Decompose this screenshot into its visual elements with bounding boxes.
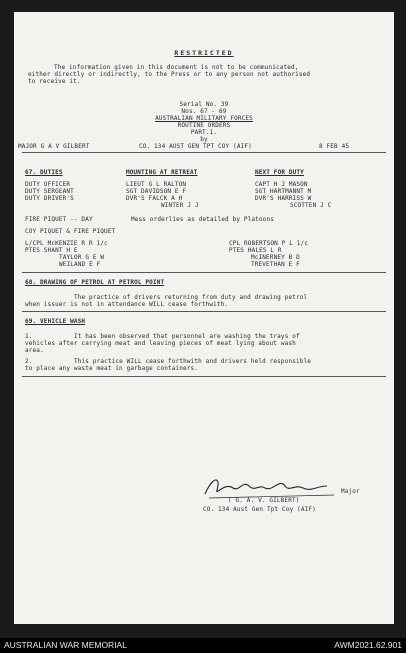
divider (22, 272, 386, 273)
duty-label: DUTY DRIVER'S (25, 195, 74, 202)
section-69-para-2-line: This practice WILL cease forthwith and drivers held responsible (74, 358, 312, 365)
next-duty-column-header: NEXT FOR DUTY (255, 169, 304, 176)
mounting-column-header: MOUNTING AT RETREAT (126, 169, 198, 176)
piquet-member: McINERNEY B D (251, 254, 300, 261)
section-68-line-2: when issuer is not in attendance WILL cease forthwith. (25, 301, 229, 308)
caveat-line-1: The information given in this document is not to be communicated, (54, 64, 299, 71)
piquet-member: WEILAND E F (59, 261, 101, 268)
orders-title: ROUTINE ORDERS (177, 122, 231, 129)
piquet-member: TAYLOR G E W (59, 254, 105, 261)
caveat-line-2: either directly or indirectly, to the Press or to any person not authorised (28, 71, 311, 78)
part-label: PART.1. (190, 129, 218, 136)
divider (22, 311, 386, 312)
signatory-name: ( G. A. V. GILBERT) (228, 497, 300, 504)
divider (22, 152, 386, 153)
mess-orderlies-note: Mess orderlies as detailed by Platoons (131, 216, 274, 223)
section-68-line-1: The practice of drivers returning from duty and drawing petrol (74, 294, 308, 301)
signatory-unit: CO. 134 Aust Gen Tpt Coy (AIF) (203, 506, 316, 513)
document-page (14, 12, 394, 624)
paragraph-number: 2. (25, 358, 33, 365)
section-69-para-1-line: vehicles after carrying meat and leaving pieces of meat lying about wash (25, 340, 296, 347)
archive-name: AUSTRALIAN WAR MEMORIAL (4, 640, 127, 650)
mounting-entry: LIEUT G L RALTON (126, 181, 187, 188)
next-duty-entry: CAPT H J MASON (255, 181, 308, 188)
next-duty-entry: DVR'S HARRISS W (255, 195, 312, 202)
next-duty-entry: SCOTTEN J C (290, 202, 332, 209)
mounting-entry: SGT DAVIDSON E F (126, 188, 187, 195)
section-69-para-2-line: to place any waste meat in garbage containers. (25, 365, 199, 372)
duty-label: DUTY OFFICER (25, 181, 71, 188)
archive-reference: AWM2021.62.901 (334, 640, 402, 650)
caveat-line-3: to receive it. (28, 78, 81, 85)
section-69-para-1-line: It has been observed that personnel are washing the trays of (74, 333, 300, 340)
section-67-heading: 67. DUTIES (25, 169, 63, 176)
mounting-entry: WINTER J J (161, 202, 199, 209)
divider (22, 376, 386, 377)
force-name: AUSTRALIAN MILITARY FORCES (155, 115, 253, 122)
next-duty-entry: SGT HARTMANNT M (255, 188, 312, 195)
piquet-member: CPL ROBERTSON P L 1/c (229, 240, 309, 247)
section-69-heading: 69. VEHICLE WASH (25, 318, 86, 325)
piquet-member: PTES SHANT H E (25, 247, 78, 254)
serial-number: Serial No. 39 (179, 101, 229, 108)
classification-heading: RESTRICTED (174, 49, 234, 57)
piquet-member: TREVETHAN E F (251, 261, 300, 268)
piquet-member: L/CPL McKENZIE R R 1/c (25, 240, 108, 247)
piquet-member: PTES HALES L R (229, 247, 282, 254)
coy-piquet-label: COY PIQUET & FIRE PIQUET (25, 228, 116, 235)
order-numbers: Nos. 67 - 69 (181, 108, 227, 115)
by-label: by (200, 136, 208, 143)
archive-footer (0, 638, 406, 653)
mounting-entry: DVR'S FALCK A H (126, 195, 183, 202)
duty-label: DUTY SERGEANT (25, 188, 74, 195)
issuer-name: MAJOR G A V GILBERT (18, 143, 90, 150)
fire-piquet-label: FIRE PIQUET -- DAY (25, 216, 93, 223)
signature-rank: Major (341, 488, 360, 495)
issuer-unit: CO. 134 AUST GEN TPT COY (AIF) (139, 143, 252, 150)
section-68-heading: 68. DRAWING OF PETROL AT PETROL POINT (25, 279, 165, 286)
section-69-para-1-line: area. (25, 347, 44, 354)
order-date: 8 FEB 45 (319, 143, 350, 150)
paragraph-number: 1. (25, 333, 33, 340)
